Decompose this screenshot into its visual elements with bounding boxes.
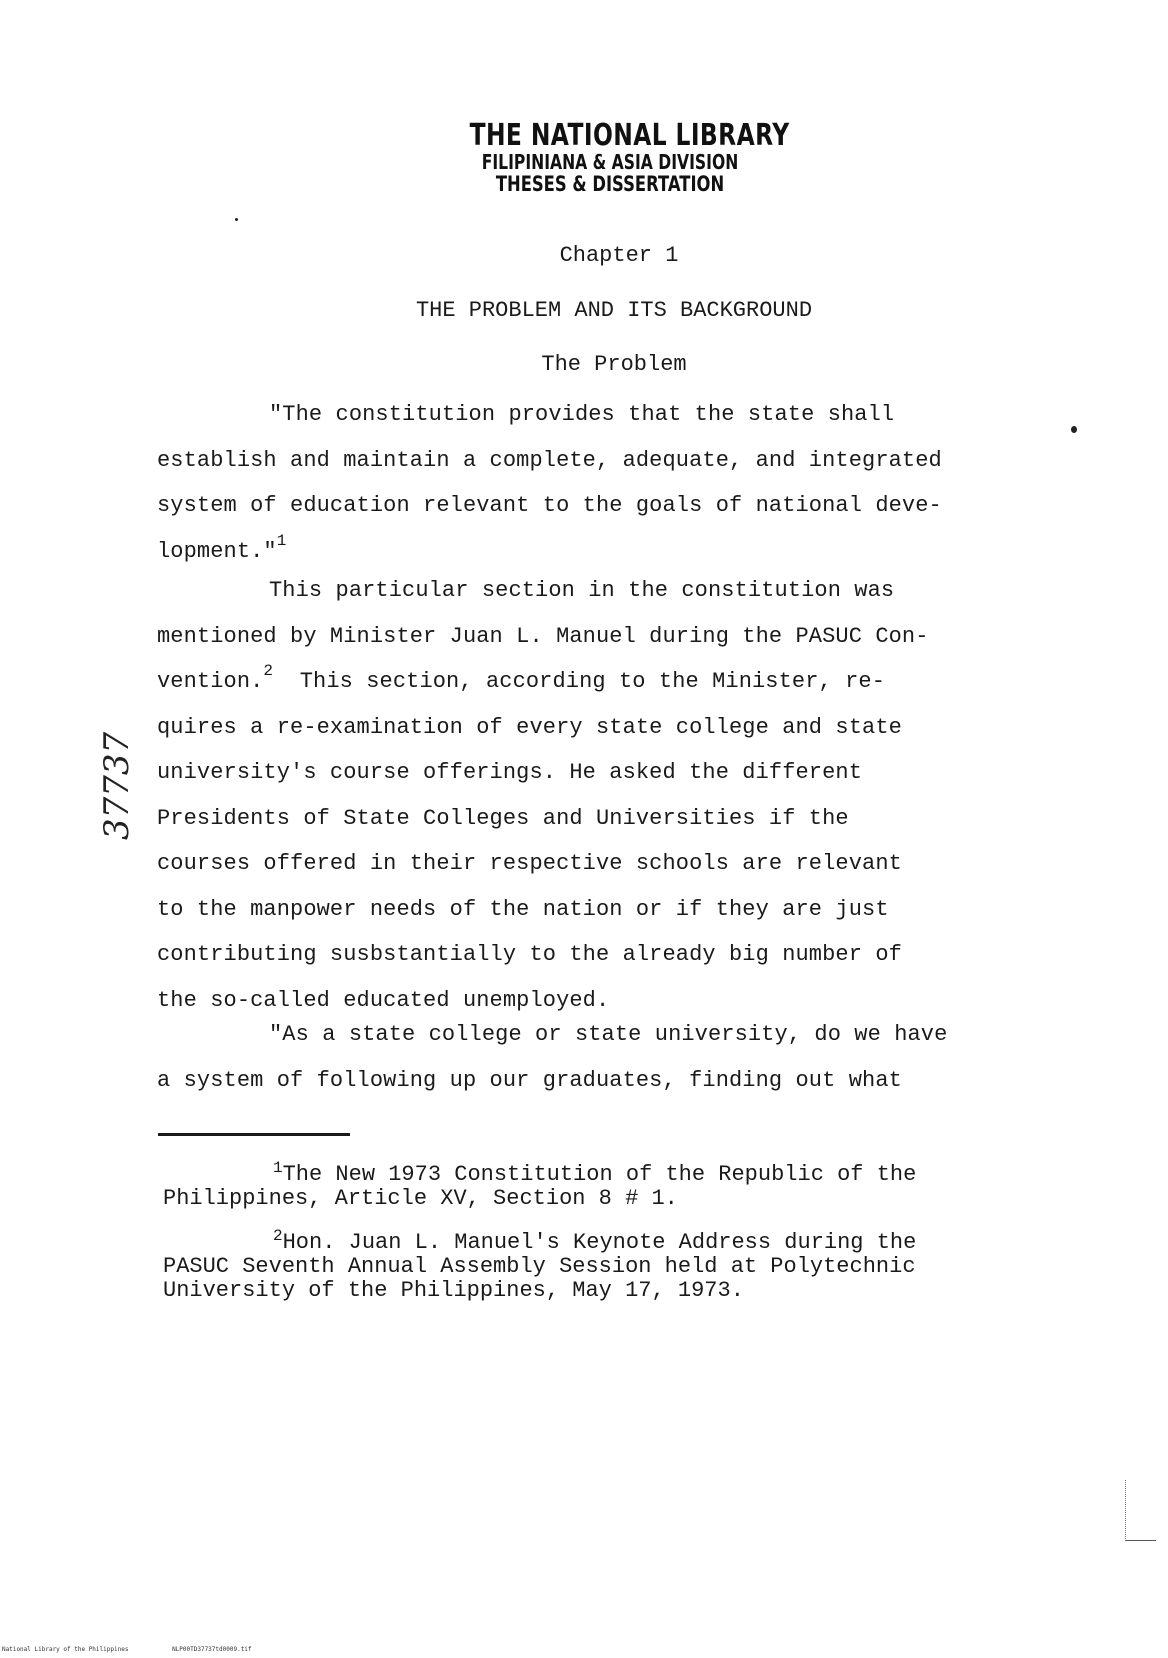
scan-edge-mark bbox=[1125, 1480, 1156, 1541]
text-line-content: lopment." bbox=[157, 538, 277, 564]
footnote-line bbox=[163, 1159, 1023, 1187]
paragraph-3 bbox=[157, 1012, 1027, 1103]
scan-footer bbox=[2, 1646, 292, 1653]
handwritten-accession-number: 37737 bbox=[97, 731, 137, 840]
footnote-line: University of the Philippines, May 17, 1973. bbox=[163, 1278, 744, 1303]
text-line: to the manpower needs of the nation or if they are just bbox=[157, 896, 889, 922]
footnote-marker: 2 bbox=[273, 1227, 283, 1245]
text-line: contributing susbstantially to the already big number of bbox=[157, 942, 902, 967]
footer-source: National Library of the Philippines bbox=[2, 1646, 129, 1653]
text-line: "The constitution provides that the state shall bbox=[269, 402, 895, 427]
footnote-ref-2: 2 bbox=[263, 662, 274, 680]
text-line: university's course offerings. He asked the different bbox=[157, 760, 863, 785]
footnote-divider bbox=[158, 1133, 350, 1136]
footnote-line: PASUC Seventh Annual Assembly Session held at Polytechnic bbox=[163, 1254, 916, 1279]
section-heading: The Problem bbox=[541, 352, 687, 377]
footnotes bbox=[163, 1159, 1023, 1323]
library-stamp bbox=[430, 120, 790, 195]
footnote-ref-1: 1 bbox=[276, 531, 287, 550]
paragraph-1 bbox=[157, 392, 1027, 574]
text-line: Presidents of State Colleges and Universities if the bbox=[157, 805, 849, 831]
footnote-marker: 1 bbox=[273, 1159, 283, 1177]
text-line: the so-called educated unemployed. bbox=[157, 987, 610, 1013]
chapter-heading: Chapter 1 bbox=[559, 243, 679, 268]
text-line-end: This section, according to the Minister, re- bbox=[273, 669, 886, 694]
text-line bbox=[157, 659, 1027, 705]
text-line: mentioned by Minister Juan L. Manuel during the PASUC Con- bbox=[157, 623, 929, 649]
stamp-line-3: THESES & DISSERTATION bbox=[495, 171, 725, 196]
text-line: courses offered in their respective schools are relevant bbox=[157, 851, 902, 876]
stamp-line-1: THE NATIONAL LIBRARY bbox=[469, 118, 790, 153]
scan-speck bbox=[1071, 426, 1077, 433]
text-line: This particular section in the constitution was bbox=[269, 578, 895, 603]
footnote-line: Philippines, Article XV, Section 8 # 1. bbox=[163, 1186, 678, 1211]
text-line: "As a state college or state university, do we have bbox=[269, 1022, 948, 1047]
text-line: establish and maintain a complete, adequate, and integrated bbox=[157, 447, 942, 473]
footnote-2 bbox=[163, 1227, 1023, 1303]
scan-speck bbox=[235, 218, 238, 221]
footnote-text: The New 1973 Constitution of the Republic of the bbox=[282, 1162, 917, 1187]
footer-filename: NLP00TD37737td0009.tif bbox=[172, 1646, 252, 1653]
text-line-start: vention. bbox=[157, 669, 264, 694]
footnote-text: Hon. Juan L. Manuel's Keynote Address during the bbox=[282, 1230, 917, 1255]
paragraph-2 bbox=[157, 568, 1027, 1023]
chapter-title: THE PROBLEM AND ITS BACKGROUND bbox=[415, 298, 813, 323]
footnote-1 bbox=[163, 1159, 1023, 1211]
text-line: a system of following up our graduates, finding out what bbox=[157, 1067, 902, 1093]
text-line: quires a re-examination of every state college and state bbox=[157, 714, 902, 740]
stamp-line-2: FILIPINIANA & ASIA DIVISION bbox=[481, 149, 739, 174]
footnote-line bbox=[163, 1227, 1023, 1255]
text-line: system of education relevant to the goals of national deve- bbox=[157, 493, 942, 518]
